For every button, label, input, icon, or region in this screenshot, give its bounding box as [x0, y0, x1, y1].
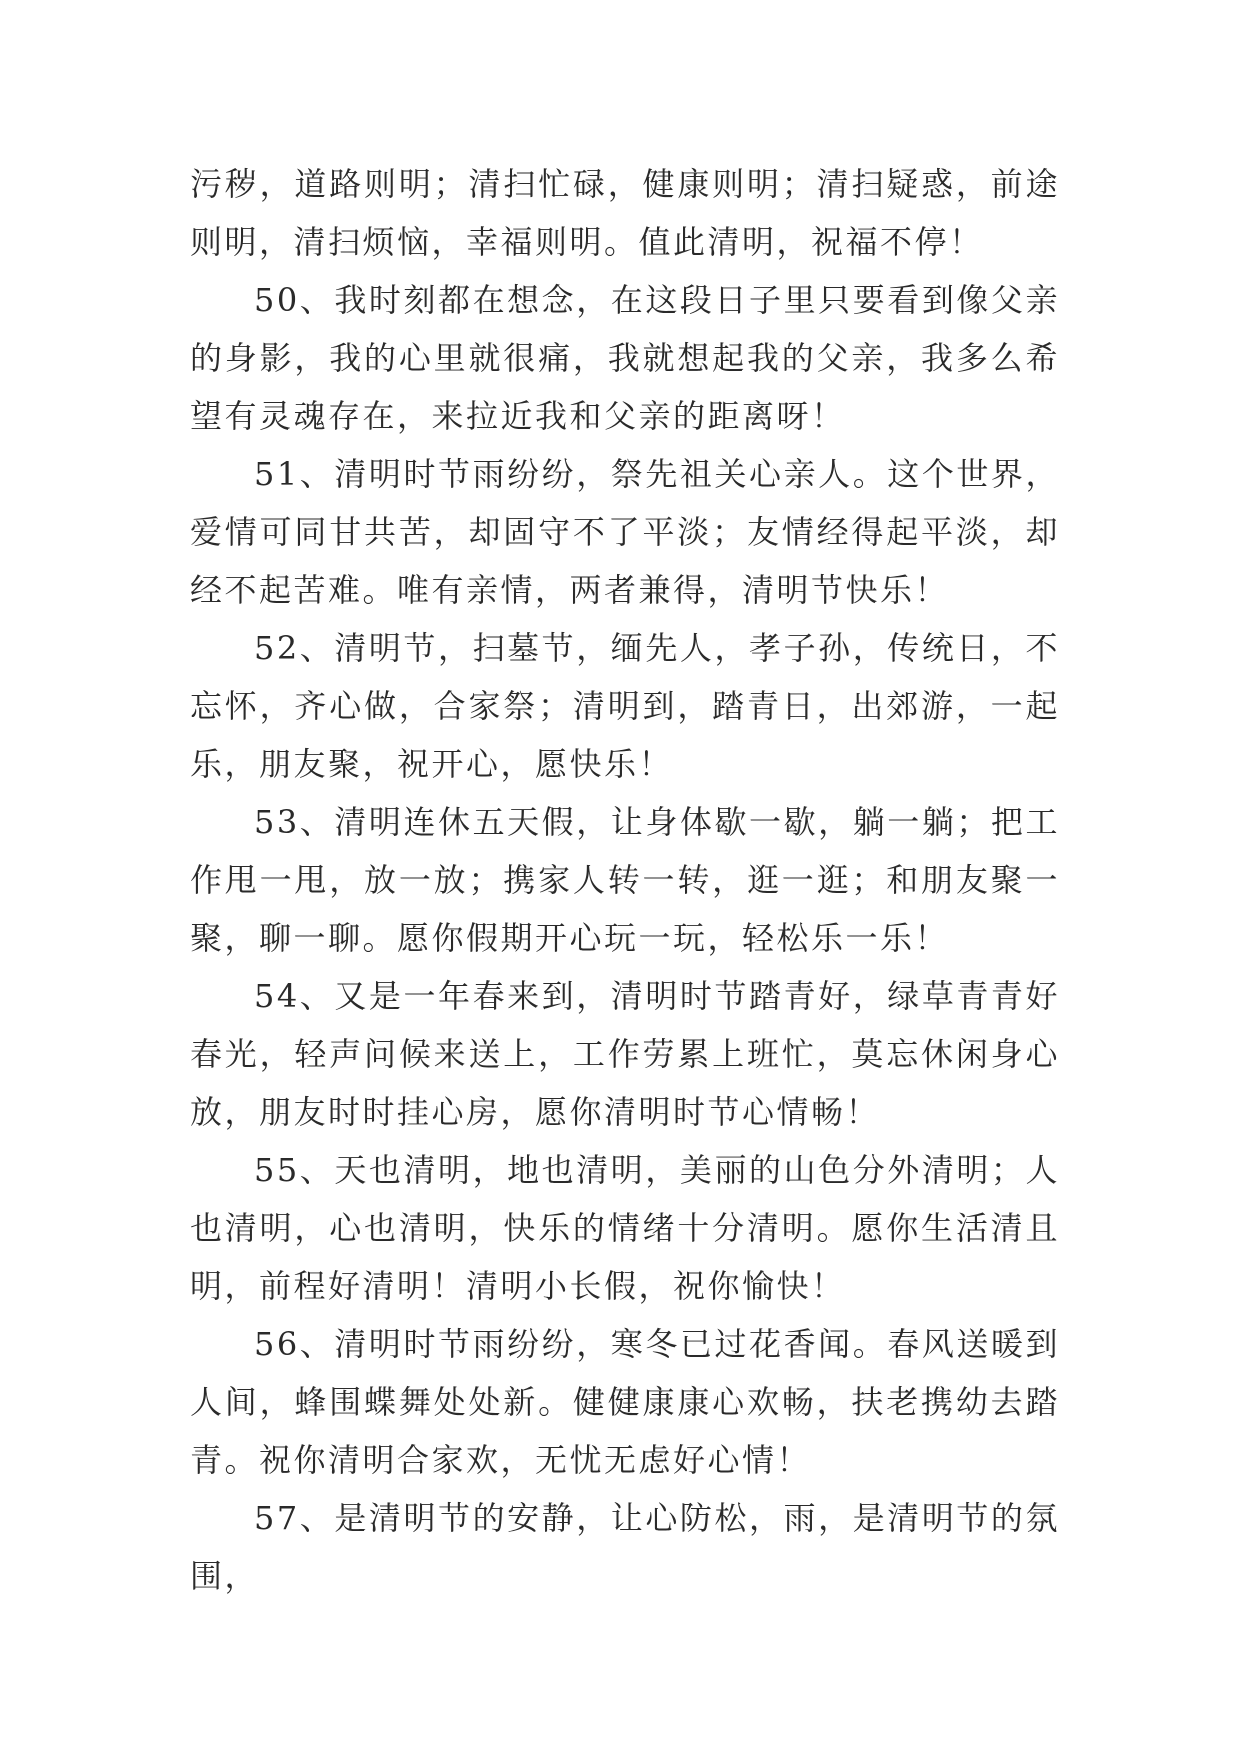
paragraph-53: 53、清明连休五天假，让身体歇一歇，躺一躺；把工作甩一甩，放一放；携家人转一转，逛一逛；和朋友聚一聚，聊一聊。愿你假期开心玩一玩，轻松乐一乐！ — [190, 803, 1060, 957]
paragraph-50: 50、我时刻都在想念，在这段日子里只要看到像父亲的身影，我的心里就很痛，我就想起我的父亲，我多么希望有灵魂存在，来拉近我和父亲的距离呀！ — [190, 281, 1060, 435]
paragraph-51: 51、清明时节雨纷纷，祭先祖关心亲人。这个世界，爱情可同甘共苦，却固守不了平淡；友情经得起平淡，却经不起苦难。唯有亲情，两者兼得，清明节快乐！ — [190, 455, 1060, 609]
paragraph-55: 55、天也清明，地也清明，美丽的山色分外清明；人也清明，心也清明，快乐的情绪十分清明。愿你生活清且明，前程好清明！清明小长假，祝你愉快！ — [190, 1151, 1060, 1305]
paragraph-57: 57、是清明节的安静，让心防松，雨，是清明节的氛围， — [190, 1499, 1060, 1595]
paragraph-56: 56、清明时节雨纷纷，寒冬已过花香闻。春风送暖到人间，蜂围蝶舞处处新。健健康康心欢畅，扶老携幼去踏青。祝你清明合家欢，无忧无虑好心情！ — [190, 1325, 1060, 1479]
document-body — [190, 155, 1060, 1605]
paragraph-54: 54、又是一年春来到，清明时节踏青好，绿草青青好春光，轻声问候来送上，工作劳累上班忙，莫忘休闲身心放，朋友时时挂心房，愿你清明时节心情畅！ — [190, 977, 1060, 1131]
paragraph-continuation: 污秽，道路则明；清扫忙碌，健康则明；清扫疑惑，前途则明，清扫烦恼，幸福则明。值此清明，祝福不停！ — [190, 165, 1060, 261]
paragraph-52: 52、清明节，扫墓节，缅先人，孝子孙，传统日，不忘怀，齐心做，合家祭；清明到，踏青日，出郊游，一起乐，朋友聚，祝开心，愿快乐！ — [190, 629, 1060, 783]
